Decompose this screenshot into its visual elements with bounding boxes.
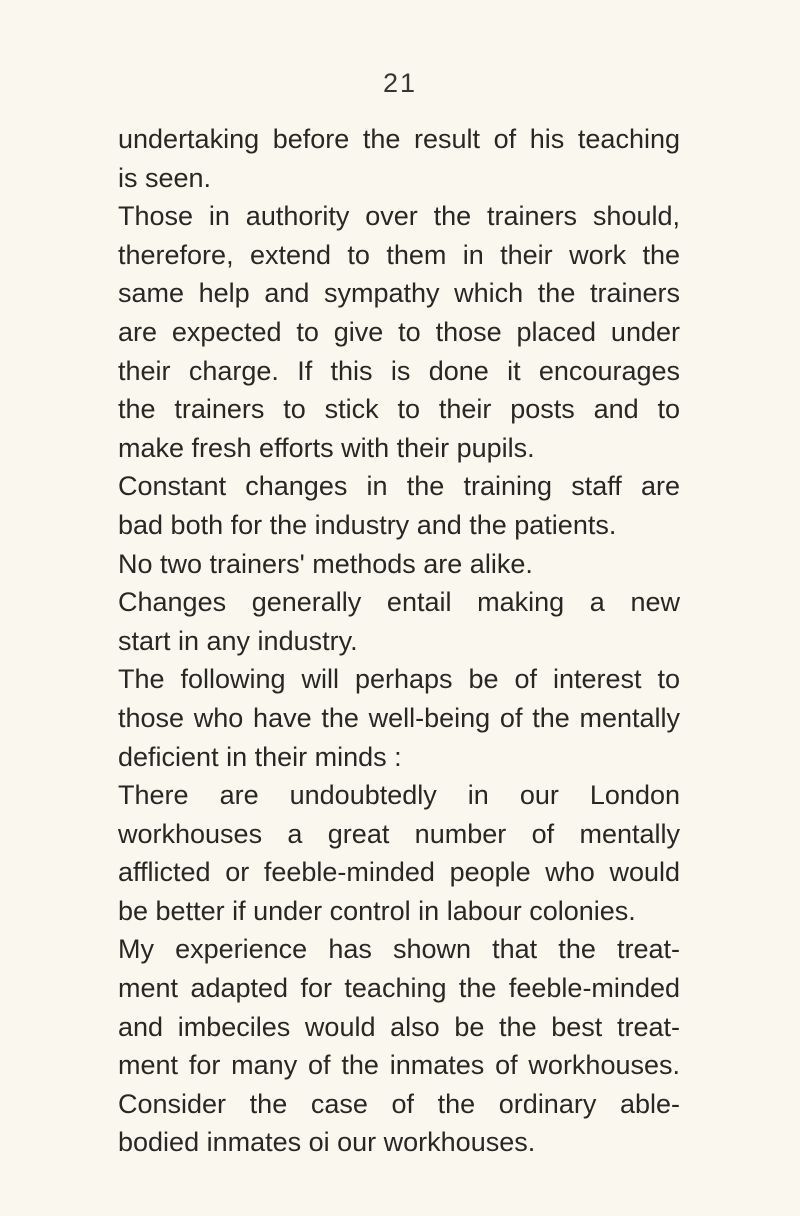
text-line: and imbeciles would also be the best treat-	[118, 1011, 680, 1042]
text-line: No two trainers' methods are alike.	[118, 548, 533, 579]
text-line: bodied inmates oi our workhouses.	[118, 1127, 536, 1158]
text-line: There are undoubtedly in our London	[118, 780, 680, 811]
text-line: therefore, extend to them in their work the	[118, 239, 680, 270]
text-line: ment for many of the inmates of workhouses.	[118, 1050, 680, 1081]
text-line: The following will perhaps be of interest to	[118, 664, 680, 695]
text-line: Constant changes in the training staff are	[118, 471, 680, 502]
text-line: afflicted or feeble-minded people who would	[118, 857, 680, 888]
text-line: their charge. If this is done it encourages	[118, 355, 680, 386]
page-number: 21	[382, 68, 418, 98]
text-line: make fresh efforts with their pupils.	[118, 432, 535, 463]
text-line: be better if under control in labour colonies.	[118, 895, 636, 926]
text-line: workhouses a great number of mentally	[118, 818, 680, 849]
body-text	[118, 120, 680, 1162]
text-line: ment adapted for teaching the feeble-minded	[118, 973, 680, 1004]
text-line: the trainers to stick to their posts and to	[118, 394, 680, 425]
text-line: same help and sympathy which the trainers	[118, 278, 680, 309]
text-line: bad both for the industry and the patients.	[118, 509, 617, 540]
text-line: undertaking before the result of his teaching	[118, 124, 680, 154]
text-line: start in any industry.	[118, 625, 358, 656]
text-line: My experience has shown that the treat-	[118, 934, 680, 965]
text-line: Those in authority over the trainers should,	[118, 201, 680, 232]
text-line: Consider the case of the ordinary able-	[118, 1088, 680, 1119]
text-line: is seen.	[118, 162, 212, 193]
text-line: are expected to give to those placed under	[118, 316, 680, 347]
text-line: Changes generally entail making a new	[118, 587, 680, 618]
text-line: deficient in their minds :	[118, 741, 402, 772]
text-line: those who have the well-being of the mentally	[118, 702, 680, 733]
